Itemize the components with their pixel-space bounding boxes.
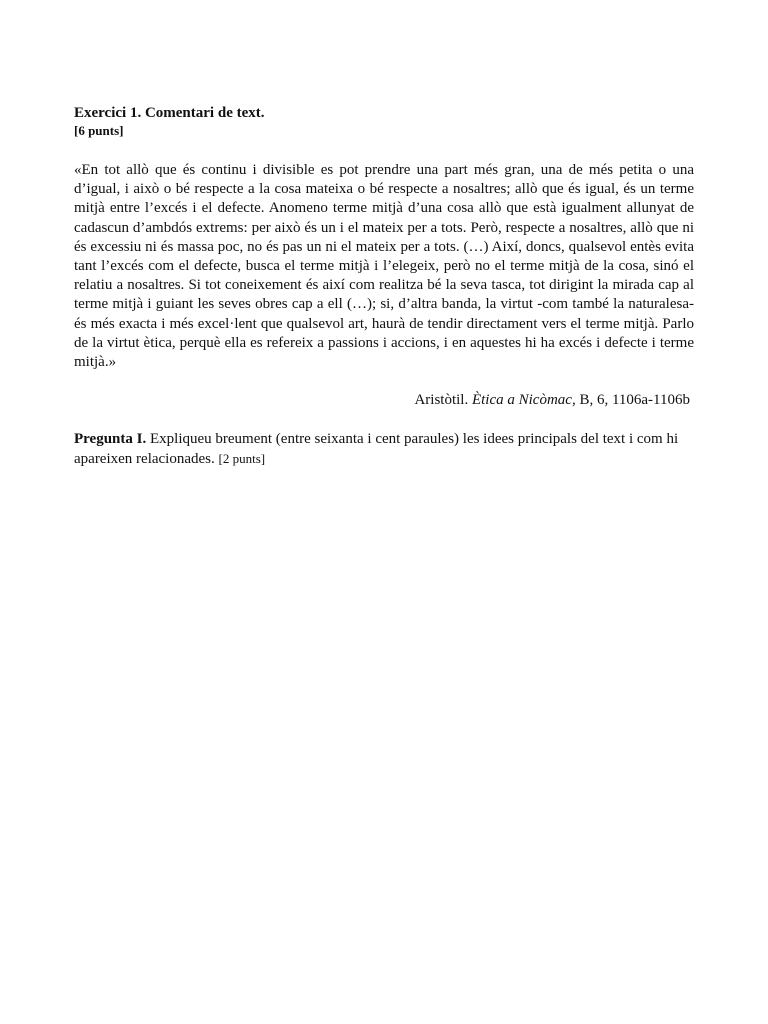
citation-author: Aristòtil. xyxy=(414,392,469,409)
citation xyxy=(74,391,694,410)
question-points: [2 punts] xyxy=(218,451,266,467)
exam-page xyxy=(74,104,694,469)
exercise-title: Exercici 1. Comentari de text. xyxy=(74,105,265,121)
question-block xyxy=(74,430,686,469)
question-label: Pregunta I. xyxy=(74,431,147,448)
exercise-points: [6 punts] xyxy=(74,123,124,138)
question-text: Expliqueu breument (entre seixanta i cent paraules) les idees principals del text i com hi apareixen relacionades. xyxy=(74,431,679,468)
quote-text: «En tot allò que és continu i divisible es pot prendre una part més gran, una de més petita o una d’igual, i això o bé respecte a la cosa mateixa o bé respecte a nosaltres; allò que és igual, és un terme mitjà entre l’excés i el defecte. Anomeno terme mitjà d’una cosa allò que està igualment allunyat de cadascun d’ambdós extrems: per això és un i el mateix per a tots. Però, respecte a nosaltres, allò que ni és excessiu ni és massa poc, no és pas un ni el mateix per a tots. (…) Així, doncs, qualsevol entès evita tant l’excés com el defecte, busca el terme mitjà i l’elegeix, però no el terme mitjà de la cosa, sinó el relatiu a nosaltres. Si tot coneixement és així com realitza bé la seva tasca, tot dirigint la mirada cap al terme mitjà i guiant les seves obres cap a ell (…); si, d’altra banda, la virtut -com també la naturalesa- és més exacta i més excel·lent que qualsevol art, haurà de tendir directament vers el terme mitjà. Parlo de la virtut ètica, perquè ella es refereix a passions i accions, i en aquestes hi ha excés i defecte i terme mitjà.» xyxy=(74,162,694,371)
citation-reference: B, 6, 1106a-1106b xyxy=(579,392,690,409)
citation-work: Ètica a Nicòmac, xyxy=(471,392,576,409)
